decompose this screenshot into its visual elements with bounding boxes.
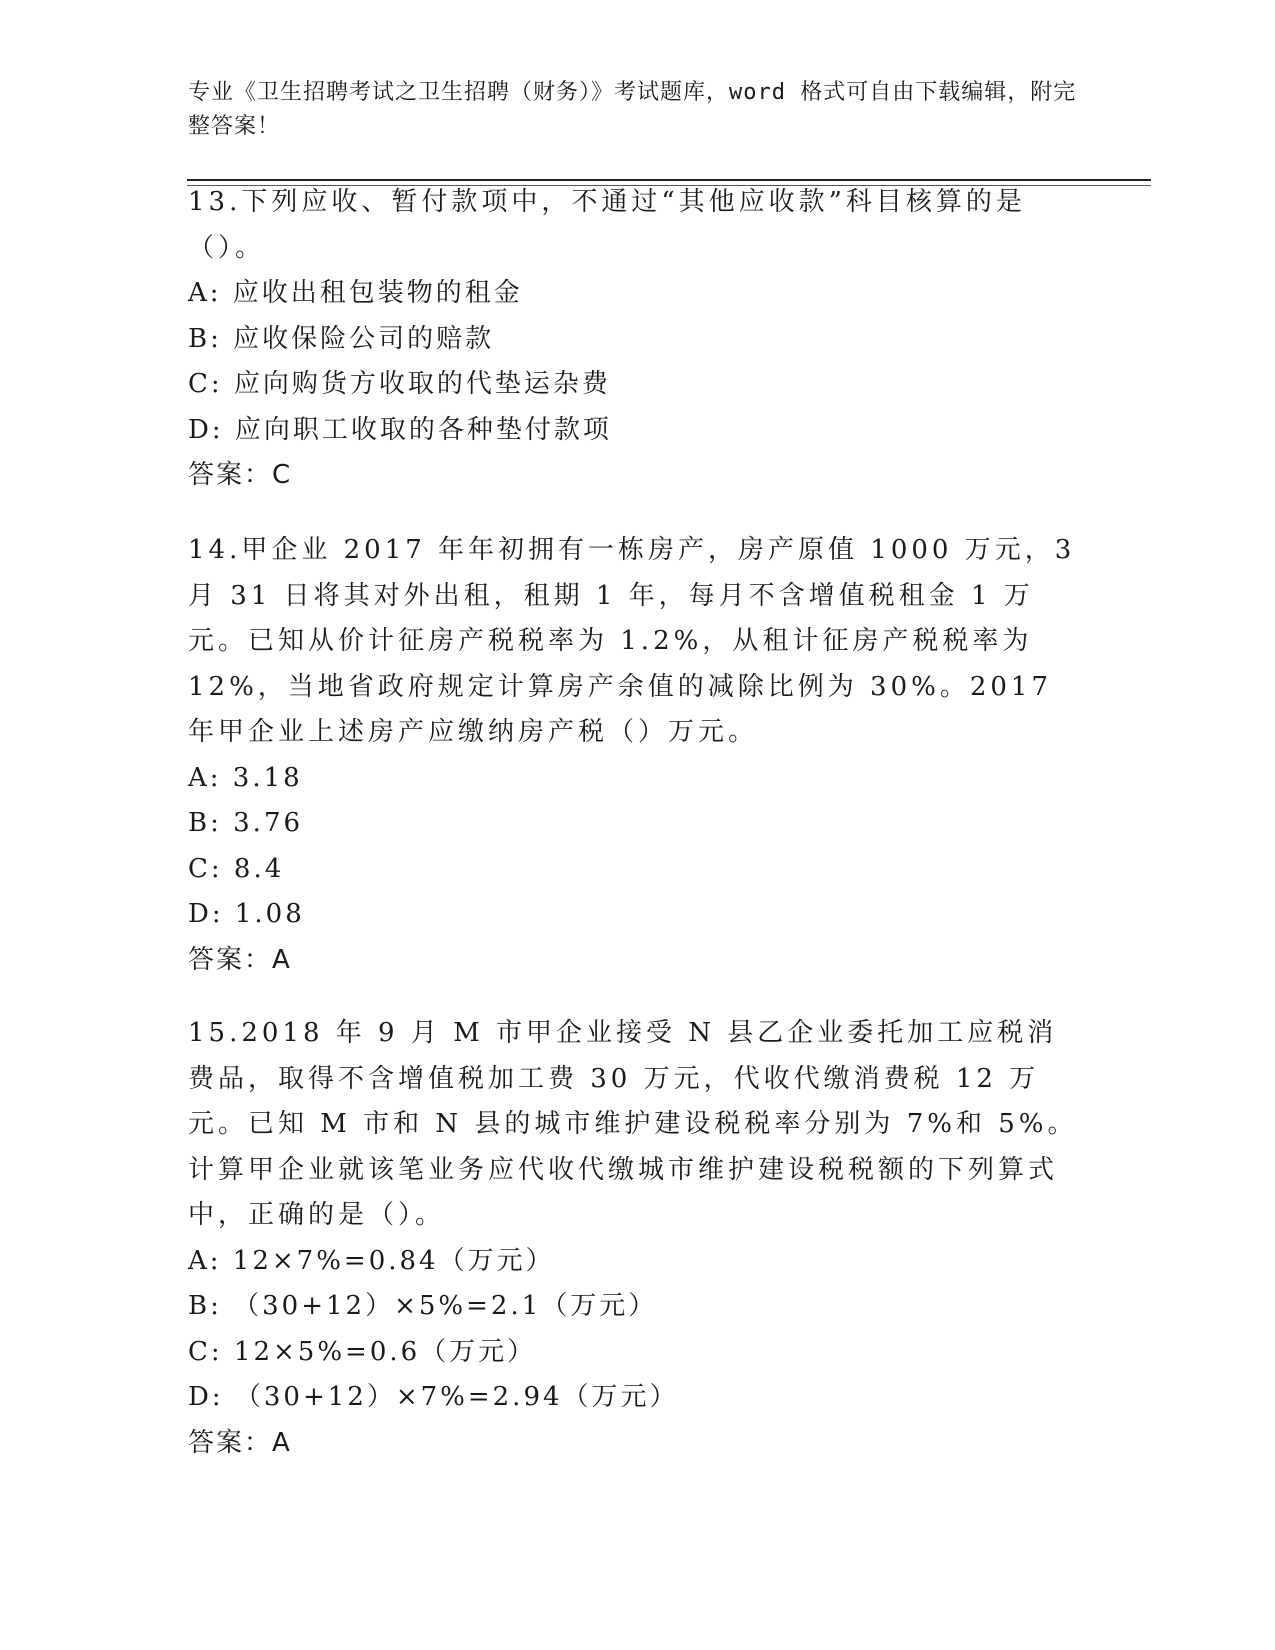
header-title: 专业《卫生招聘考试之卫生招聘（财务）》考试题库，word 格式可自由下载编辑，附完整答案！ <box>188 80 1077 139</box>
answer-label: 答案：C <box>188 460 293 490</box>
option-d: D: 1.08 <box>188 899 305 929</box>
question-stem: 15.2018 年 9 月 M 市甲企业接受 N 县乙企业委托加工应税消费品，取得不含增值税加工费 30 万元，代收代缴消费税 12 万元。已知 M 市和 N 县的城市维护建设税税率分别为 7%和 5%。计算甲企业就该笔业务应代收代缴城市维护建设税税额的下列算式中，正确的是（）。 <box>188 1018 1078 1230</box>
option-b: B: 3.76 <box>188 808 304 838</box>
option-d: D: （30+12）×7%=2.94（万元） <box>188 1382 679 1412</box>
option-a: A: 应收出租包装物的租金 <box>188 278 523 308</box>
question-stem: 14.甲企业 2017 年年初拥有一栋房产，房产原值 1000 万元，3 月 31 日将其对外出租，租期 1 年，每月不含增值税租金 1 万元。已知从价计征房产税税率为 1.2%，从租计征房产税税率为 12%，当地省政府规定计算房产余值的减除比例为 30%。2017 年甲企业上述房产应缴纳房产税（）万元。 <box>188 535 1076 747</box>
option-c: C: 应向购货方收取的代垫运杂费 <box>188 369 611 399</box>
question-stem: 13.下列应收、暂付款项中，不通过“其他应收款”科目核算的是（）。 <box>188 187 1026 263</box>
option-b: B: （30+12）×5%=2.1（万元） <box>188 1291 658 1321</box>
option-d: D: 应向职工收取的各种垫付款项 <box>188 414 612 445</box>
question-15 <box>188 1011 1078 1466</box>
question-13 <box>188 180 1078 499</box>
question-14 <box>188 528 1078 983</box>
option-a: A: 3.18 <box>188 762 303 793</box>
option-a: A: 12×7%=0.84（万元） <box>188 1245 555 1276</box>
option-c: C: 12×5%=0.6（万元） <box>188 1336 537 1367</box>
option-c: C: 8.4 <box>188 853 285 884</box>
answer-label: 答案：A <box>188 1427 292 1458</box>
option-b: B: 应收保险公司的赔款 <box>188 323 495 354</box>
answer-label: 答案：A <box>188 944 292 975</box>
